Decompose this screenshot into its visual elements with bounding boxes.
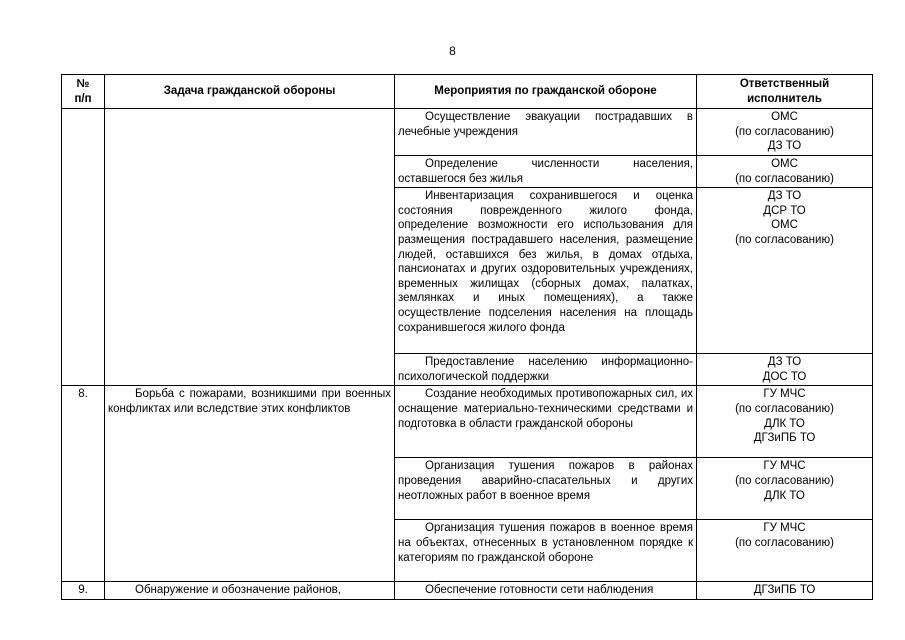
table-row (62, 386, 873, 458)
responsible-line: ГУ МЧС (763, 522, 806, 535)
header-num-line2: п/п (74, 92, 92, 105)
task-cell: Обнаружение и обозначение районов, (105, 582, 395, 600)
responsible-cell (697, 458, 873, 520)
responsible-line: ДЛК ТО (764, 417, 805, 430)
measure-cell: Организация тушения пожаров в военное время на объектах, отнесенных в установленном порядке к категориям по гражданской обороне (395, 520, 697, 582)
row-number-cell: 9. (62, 582, 105, 600)
responsible-line: ДСР ТО (763, 204, 806, 217)
responsible-line: (по согласованию) (735, 474, 834, 487)
responsible-line: ГУ МЧС (763, 388, 806, 401)
responsible-line: ДЗ ТО (767, 140, 802, 153)
header-num-line1: № (76, 78, 90, 90)
responsible-line: (по согласованию) (735, 125, 834, 138)
responsible-cell (697, 188, 873, 354)
responsible-cell (697, 520, 873, 582)
row-number-cell: 8. (62, 386, 105, 582)
responsible-line: ДЗ ТО (767, 190, 802, 203)
responsible-cell (697, 109, 873, 156)
responsible-line: ДЗ ТО (767, 356, 802, 369)
responsible-line: ОМС (771, 157, 798, 170)
table-row (62, 582, 873, 600)
responsible-cell (697, 354, 873, 386)
responsible-cell (697, 386, 873, 458)
responsible-line: ОМС (771, 219, 798, 232)
page-number: 8 (449, 44, 456, 58)
header-num (62, 75, 105, 109)
measure-cell: Инвентаризация сохранившегося и оценка состояния поврежденного жилого фонда, определение возможности его использования для размещения пострадавшего населения, размещение людей, оставшихся без жилья, в домах отдыха, пансионатах и других оздоровительных учреждениях, временных жилищах (сборных домах, палатках, землянках и иных помещениях), а также осуществление подселения населения на площадь сохранившегося жилого фонда (395, 188, 697, 354)
responsible-line: ДГЗиПБ ТО (753, 584, 816, 597)
measure-cell: Обеспечение готовности сети наблюдения (395, 582, 697, 600)
header-task: Задача гражданской обороны (105, 75, 395, 109)
measure-cell: Предоставление населению информационно-психологической поддержки (395, 354, 697, 386)
table-header-row (62, 75, 873, 109)
measure-cell: Создание необходимых противопожарных сил, их оснащение материально-техническими средствами и подготовка в области гражданской обороны (395, 386, 697, 458)
table-row (62, 109, 873, 156)
header-resp-line2: исполнитель (747, 92, 822, 105)
responsible-cell (697, 155, 873, 187)
header-measure: Мероприятия по гражданской обороне (395, 75, 697, 109)
responsible-line: ДОС ТО (762, 370, 807, 383)
responsible-cell (697, 582, 873, 600)
measure-cell: Определение численности населения, оставшегося без жилья (395, 155, 697, 187)
responsible-line: ГУ МЧС (763, 460, 806, 473)
task-cell (105, 109, 395, 386)
responsible-line: (по согласованию) (735, 536, 834, 549)
responsible-line: (по согласованию) (735, 233, 834, 246)
measure-cell: Организация тушения пожаров в районах проведения аварийно-спасательных и других неотложных работ в военное время (395, 458, 697, 520)
measure-cell: Осуществление эвакуации пострадавших в лечебные учреждения (395, 109, 697, 156)
responsible-line: ОМС (771, 111, 798, 124)
responsible-line: (по согласованию) (735, 172, 834, 185)
task-cell: Борьба с пожарами, возникшими при военных конфликтах или вследствие этих конфликтов (105, 386, 395, 582)
table-body (62, 109, 873, 600)
responsible-line: ДЛК ТО (764, 489, 805, 502)
row-number-cell (62, 109, 105, 386)
responsible-line: (по согласованию) (735, 402, 834, 415)
responsible-line: ДГЗиПБ ТО (753, 432, 816, 445)
civil-defense-table (61, 74, 873, 600)
header-resp-line1: Ответственный (739, 78, 830, 90)
header-responsible (697, 75, 873, 109)
